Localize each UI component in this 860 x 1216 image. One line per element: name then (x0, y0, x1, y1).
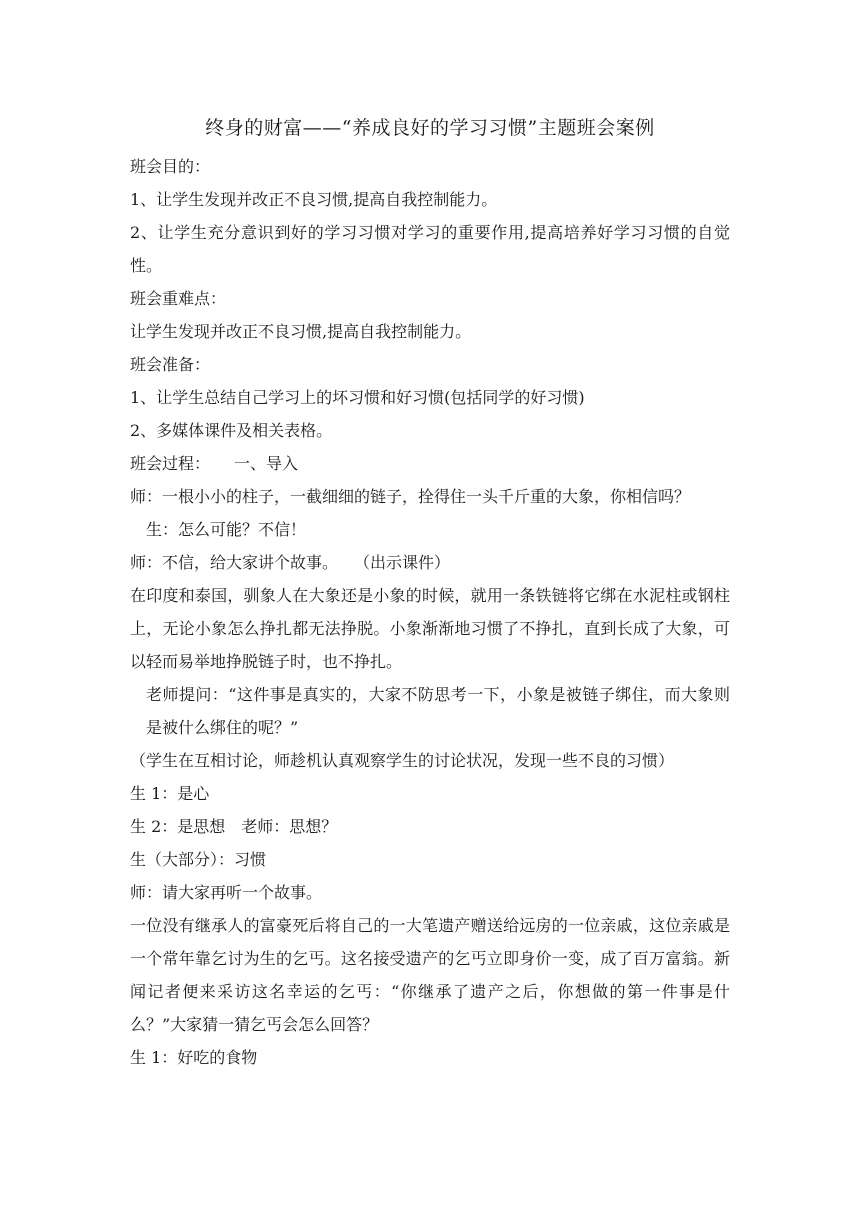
paragraph: 班会准备： (130, 355, 211, 374)
paragraph: 2、让学生充分意识到好的学习习惯对学习的重要作用,提高培养好学习习惯的自觉性。 (130, 223, 730, 275)
document-body (130, 150, 730, 1074)
paragraph: 师：不信，给大家讲个故事。 （出示课件） (130, 553, 451, 572)
paragraph: 生 1：好吃的食物 (130, 1048, 258, 1067)
paragraph: 班会重难点： (130, 289, 227, 308)
paragraph: 在印度和泰国，驯象人在大象还是小象的时候，就用一条铁链将它绑在水泥柱或钢柱上，无论小象怎么挣扎都无法挣脱。小象渐渐地习惯了不挣扎，直到长成了大象，可以轻而易举地挣脱链子时，也不挣扎。 (130, 586, 730, 671)
paragraph: 班会过程： 一、导入 (130, 454, 299, 473)
document-title: 终身的财富——“养成良好的学习习惯”主题班会案例 (205, 117, 655, 139)
paragraph: 生：怎么可能？不信！ (146, 520, 307, 539)
paragraph: 师：请大家再听一个故事。 (130, 883, 323, 902)
paragraph: 班会目的： (130, 157, 211, 176)
paragraph: （学生在互相讨论，师趁机认真观察学生的讨论状况，发现一些不良的习惯） (130, 751, 675, 770)
paragraph: 老师提问：“这件事是真实的，大家不防思考一下，小象是被链子绑住，而大象则是被什么绑住的呢？” (146, 685, 730, 737)
paragraph: 生 1：是心 (130, 784, 210, 803)
paragraph: 生（大部分）：习惯 (130, 850, 267, 869)
paragraph: 生 2：是思想 老师：思想？ (130, 817, 338, 836)
paragraph: 2、多媒体课件及相关表格。 (130, 421, 333, 440)
paragraph: 1、让学生总结自己学习上的坏习惯和好习惯(包括同学的好习惯) (130, 388, 585, 407)
paragraph: 让学生发现并改正不良习惯,提高自我控制能力。 (130, 322, 472, 341)
paragraph: 1、让学生发现并改正不良习惯,提高自我控制能力。 (130, 190, 498, 209)
paragraph: 师：一根小小的柱子，一截细细的链子，拴得住一头千斤重的大象，你相信吗？ (130, 487, 691, 506)
paragraph: 一位没有继承人的富豪死后将自己的一大笔遗产赠送给远房的一位亲戚，这位亲戚是一个常年靠乞讨为生的乞丐。这名接受遗产的乞丐立即身价一变，成了百万富翁。新闻记者便来采访这名幸运的乞丐：“你继承了遗产之后，你想做的第一件事是什么？”大家猜一猜乞丐会怎么回答？ (130, 916, 730, 1034)
